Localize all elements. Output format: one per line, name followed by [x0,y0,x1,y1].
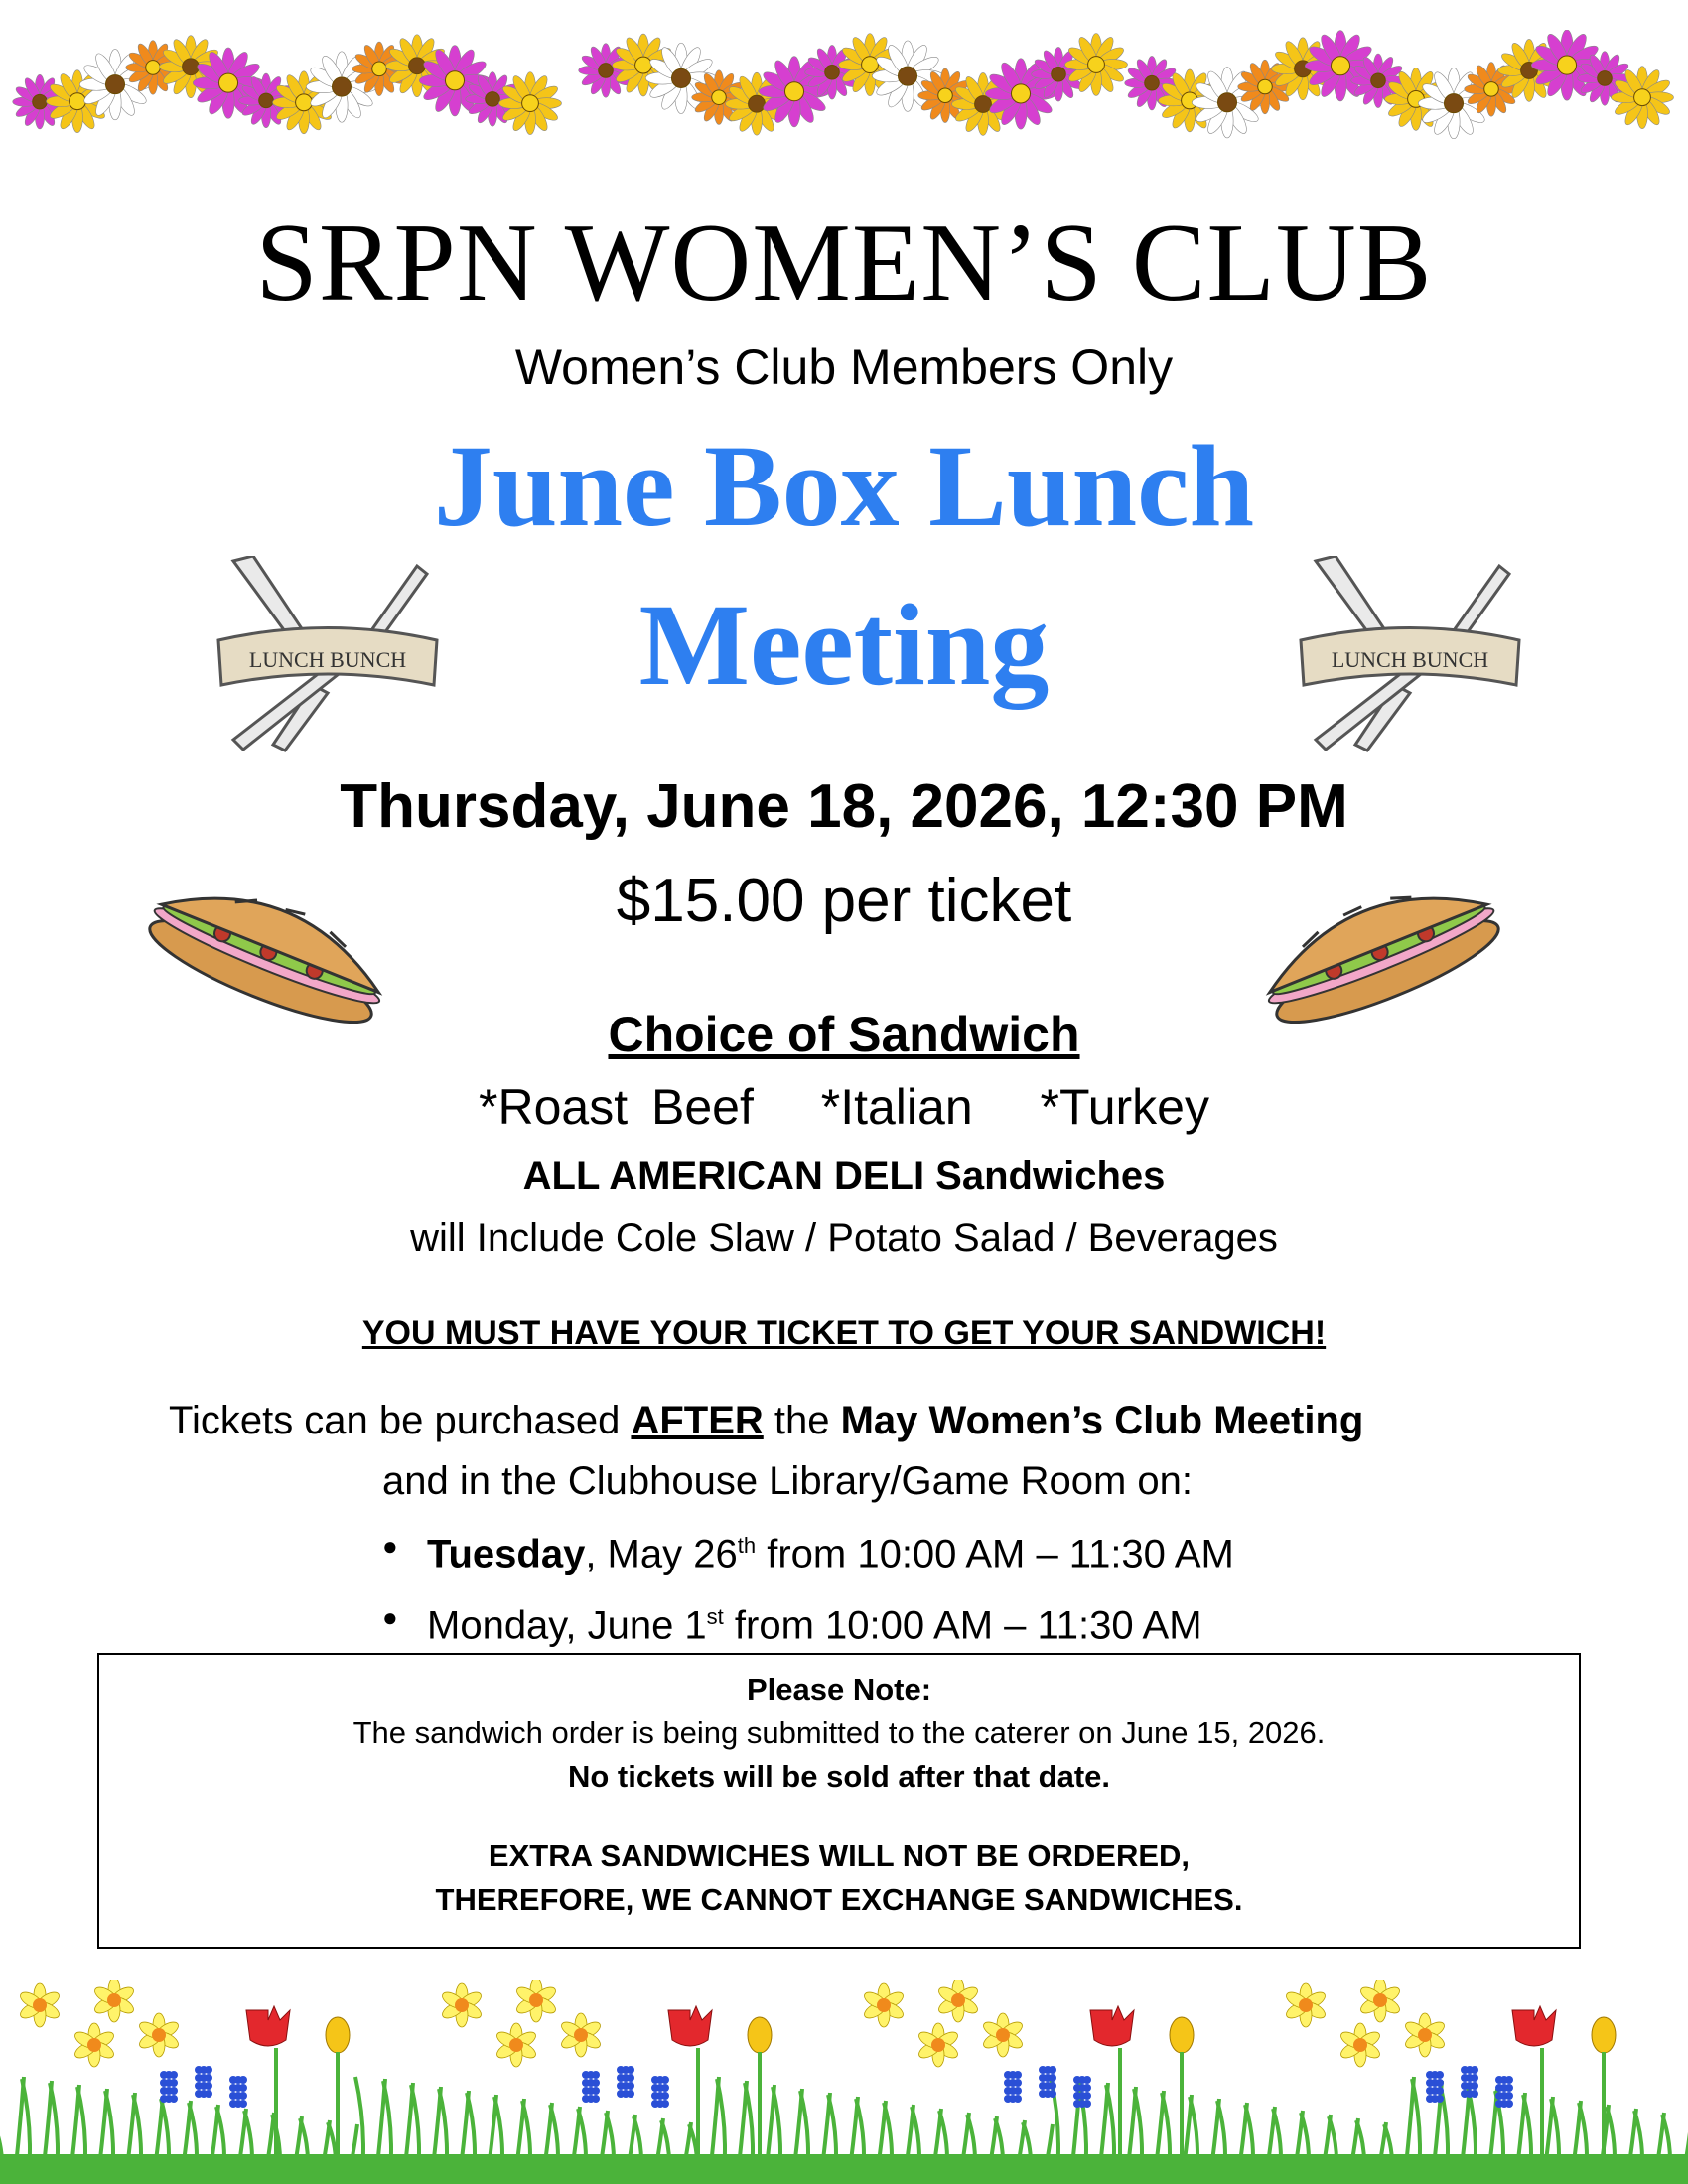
note-heading: Please Note: [746,1672,932,1706]
purchase-info-line-1 [0,1395,1688,1446]
note-order-deadline: The sandwich order is being submitted to the caterer on June 15, 2026. [352,1715,1326,1750]
daffodil-icon [862,1983,906,2027]
sides-included: will Include Cole Slaw / Potato Salad / Beverages [410,1216,1278,1260]
daffodil-icon [559,2013,603,2057]
flower-icon [499,72,562,135]
sale-dates-list [382,1514,1234,1658]
daffodil-icon [1403,2013,1447,2057]
lunch-bunch-utensils-icon [1296,556,1524,754]
tulip-icon [246,2006,290,2159]
daffodil-icon [916,2023,960,2067]
daffodil-icon [1358,1980,1402,2022]
daffodil-icon [137,2013,181,2057]
note-no-tickets: No tickets will be sold after that date. [567,1759,1111,1794]
members-only-note: Women’s Club Members Only [514,340,1174,395]
muscari-icon [1039,2066,1056,2098]
club-title: SRPN WOMEN’S CLUB [255,202,1433,325]
ticket-warning: YOU MUST HAVE YOUR TICKET TO GET YOUR SANDWICH! [361,1314,1327,1352]
date-ordinal: st [706,1604,724,1630]
daffodil-icon [440,1983,484,2027]
menu-heading: Choice of Sandwich [608,1007,1080,1062]
event-date-time: Thursday, June 18, 2026, 12:30 PM [340,772,1348,841]
daffodil-icon [514,1980,558,2022]
daffodil-icon [72,2023,116,2067]
tulip-icon [1170,2017,1194,2159]
daffodil-icon [494,2023,538,2067]
note-no-exchange: THEREFORE, WE CANNOT EXCHANGE SANDWICHES. [435,1882,1243,1917]
muscari-icon [160,2071,178,2103]
ticket-price: $15.00 per ticket [616,867,1072,935]
muscari-icon [651,2076,669,2108]
daffodil-icon [18,1983,62,2027]
please-note-box [97,1653,1581,1949]
sale-time-text: from 10:00 AM – 11:30 AM [756,1532,1234,1576]
purchase-after-emphasis: AFTER [631,1399,764,1442]
sale-date-item [382,1514,1234,1585]
date-ordinal: th [737,1533,757,1558]
sale-day: Tuesday [427,1532,586,1576]
lunch-bunch-label: LUNCH BUNCH [1331,647,1489,672]
sandwich-option: *Roast Beef [479,1079,754,1135]
event-title-line-2: Meeting [638,580,1050,710]
daffodil-icon [936,1980,980,2022]
grass-base [0,2154,1688,2184]
lunch-bunch-label: LUNCH BUNCH [248,647,407,672]
muscari-icon [1073,2076,1091,2108]
event-title-line-1: June Box Lunch [433,421,1255,551]
daffodil-icon [92,1980,136,2022]
purchase-text: Tickets can be purchased [169,1399,632,1442]
sale-time-text: from 10:00 AM – 11:30 AM [723,1603,1202,1648]
daffodil-icon [1338,2023,1382,2067]
purchase-info-line-2: and in the Clubhouse Library/Game Room on: [382,1459,1194,1503]
muscari-icon [195,2066,212,2098]
muscari-icon [1461,2066,1478,2098]
daffodil-icon [1284,1983,1328,2027]
deli-name: ALL AMERICAN DELI Sandwiches [522,1155,1166,1198]
daffodil-icon [981,2013,1025,2057]
sale-day: Monday [427,1603,566,1648]
purchase-text: the [763,1399,841,1442]
sale-date-text: , May 26 [585,1532,738,1576]
purchase-meeting-name: May Women’s Club Meeting [840,1399,1364,1442]
flower-banner-decoration [0,30,1688,139]
muscari-icon [582,2071,600,2103]
sandwich-options [0,1077,1688,1137]
muscari-icon [617,2066,634,2098]
sandwich-option: *Italian [820,1079,973,1135]
sandwich-option: *Turkey [1040,1079,1209,1135]
sale-date-text: , June 1 [565,1603,707,1648]
muscari-icon [1004,2071,1022,2103]
lunch-bunch-utensils-icon [213,556,442,754]
note-extra-sandwiches: EXTRA SANDWICHES WILL NOT BE ORDERED, [488,1839,1191,1873]
muscari-icon [229,2076,247,2108]
spring-flowers-border-decoration [0,1980,1688,2184]
sale-date-item [382,1585,1234,1657]
